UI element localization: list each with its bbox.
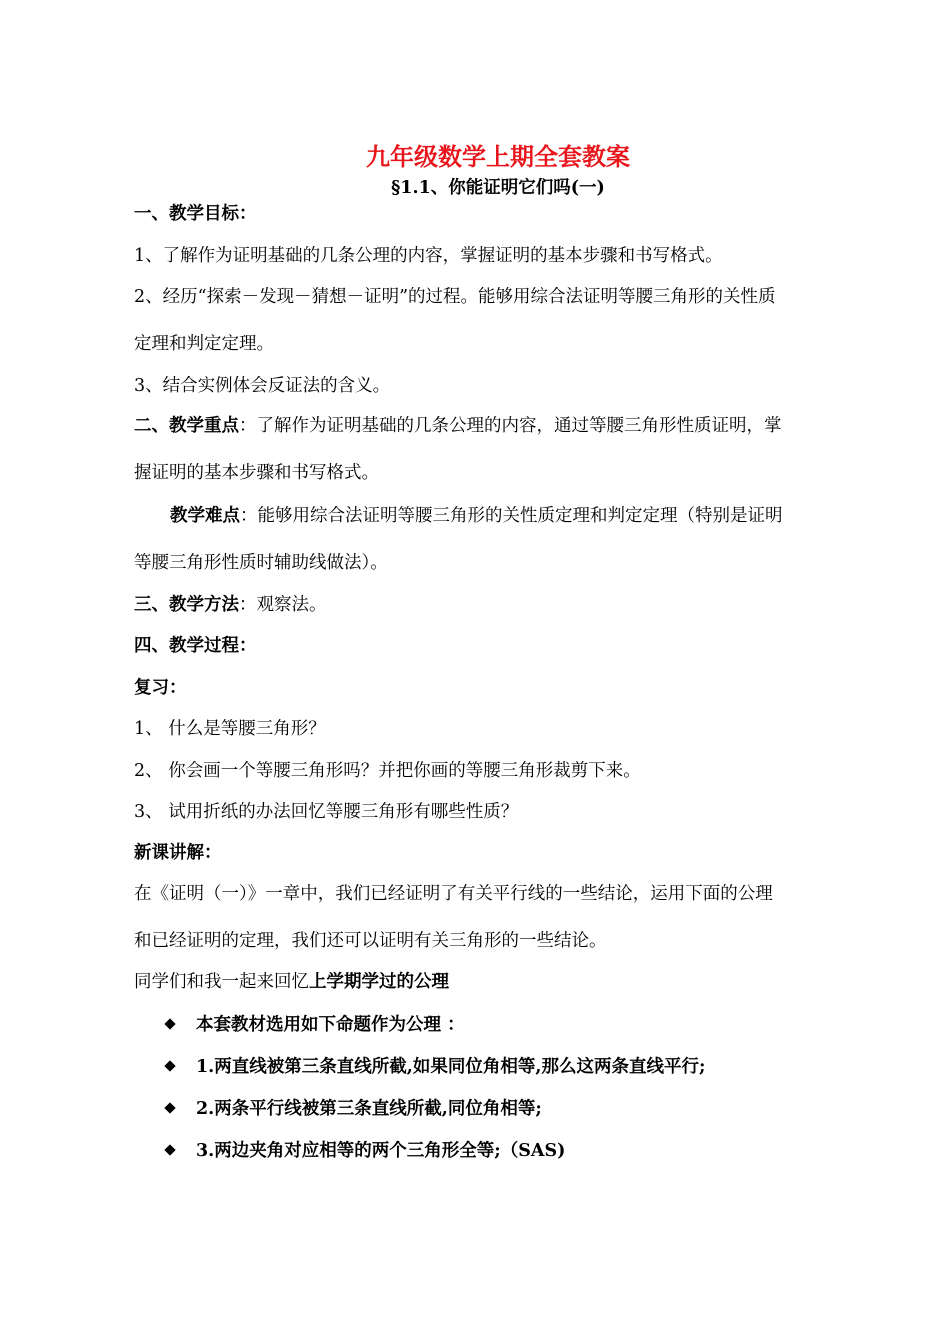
difficulties-line-2: 等腰三角形性质时辅助线做法）。 (134, 553, 388, 573)
diamond-bullet-icon (164, 1102, 175, 1113)
goal-item-3: 3、结合实例体会反证法的含义。 (134, 376, 391, 396)
goal-item-2-line-2: 定理和判定定理。 (134, 334, 274, 354)
difficulties-label: 教学难点 (170, 506, 240, 526)
key-points-text: ：了解作为证明基础的几条公理的内容，通过等腰三角形性质证明，掌 (239, 416, 782, 436)
review-item-3: 3、 试用折纸的办法回忆等腰三角形有哪些性质？ (134, 802, 519, 822)
goal-item-1: 1、了解作为证明基础的几条公理的内容，掌握证明的基本步骤和书写格式。 (134, 246, 723, 266)
axiom-text: 本套教材选用如下命题作为公理 ： (196, 1015, 465, 1035)
axiom-list-item (166, 1139, 565, 1163)
process-heading: 四、教学过程： (134, 636, 257, 656)
difficulties-line-1 (170, 504, 783, 528)
axiom-list-item (166, 1097, 542, 1121)
axiom-list-item (166, 1013, 465, 1037)
axiom-list-item (166, 1055, 705, 1079)
review-item-2: 2、 你会画一个等腰三角形吗？并把你画的等腰三角形裁剪下来。 (134, 761, 641, 781)
new-lesson-paragraph-line-2: 和已经证明的定理，我们还可以证明有关三角形的一些结论。 (134, 931, 607, 951)
recall-emphasis: 上学期学过的公理 (309, 972, 449, 992)
section-subtitle: §1.1、你能证明它们吗(一) (391, 178, 605, 198)
goal-item-2-line-1: 2、经历“探索－发现－猜想－证明”的过程。能够用综合法证明等腰三角形的关性质 (134, 287, 776, 307)
axiom-text: 2.两条平行线被第三条直线所截,同位角相等; (196, 1099, 542, 1119)
recall-line (134, 970, 449, 994)
diamond-bullet-icon (164, 1018, 175, 1029)
review-item-1: 1、 什么是等腰三角形？ (134, 719, 326, 739)
method-text: ：观察法。 (239, 595, 327, 615)
key-points-label: 二、教学重点 (134, 416, 239, 436)
diamond-bullet-icon (164, 1060, 175, 1071)
review-heading: 复习： (134, 678, 187, 698)
method-label: 三、教学方法 (134, 595, 239, 615)
goals-heading: 一、教学目标： (134, 204, 257, 224)
new-lesson-paragraph-line-1: 在《证明（一）》一章中，我们已经证明了有关平行线的一些结论，运用下面的公理 (134, 884, 773, 904)
key-points-line-1 (134, 414, 782, 438)
axiom-text: 3.两边夹角对应相等的两个三角形全等;（SAS) (196, 1141, 566, 1161)
axiom-text: 1.两直线被第三条直线所截,如果同位角相等,那么这两条直线平行; (196, 1057, 706, 1077)
document-title: 九年级数学上期全套教案 (366, 142, 630, 171)
diamond-bullet-icon (164, 1144, 175, 1155)
key-points-line-2: 握证明的基本步骤和书写格式。 (134, 463, 379, 483)
method-line (134, 593, 327, 617)
new-lesson-heading: 新课讲解： (134, 843, 222, 863)
difficulties-text: ：能够用综合法证明等腰三角形的关性质定理和判定定理（特别是证明 (240, 506, 783, 526)
recall-text: 同学们和我一起来回忆 (134, 972, 309, 992)
